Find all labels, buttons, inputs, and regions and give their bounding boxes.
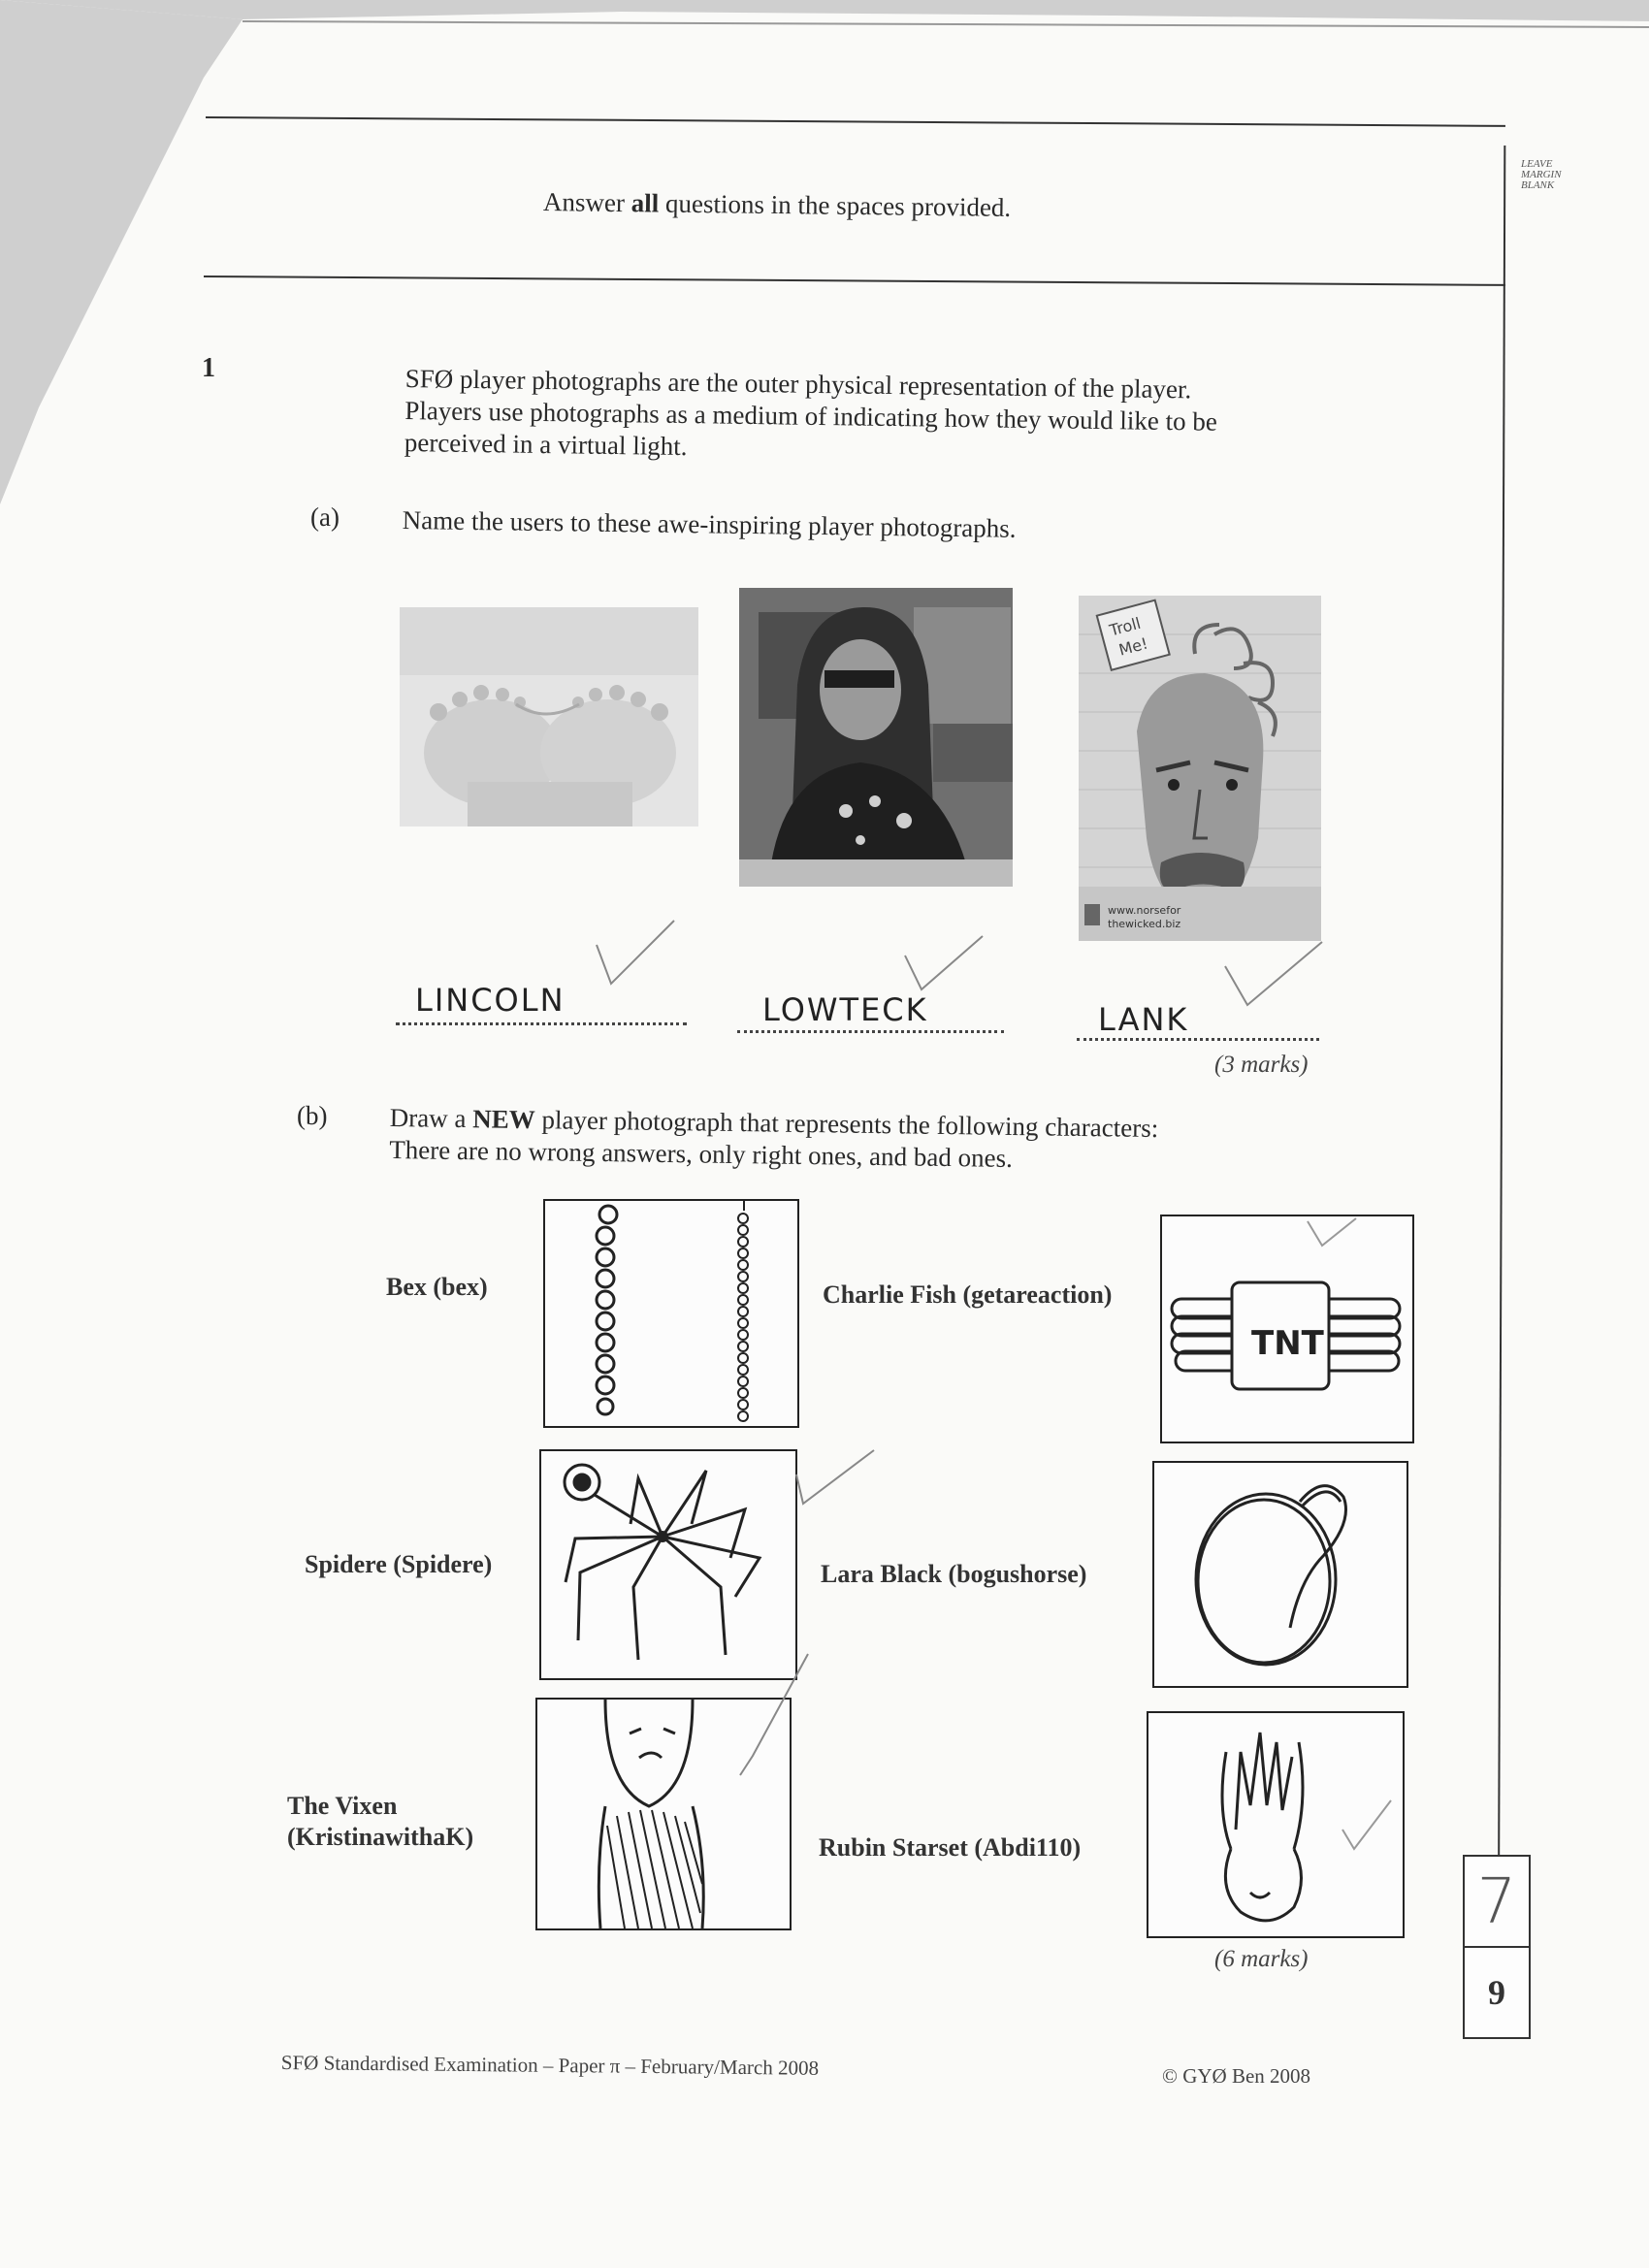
part-a-prompt: Name the users to these awe-inspiring player photographs. bbox=[402, 504, 1017, 543]
drawing-box-lara-black bbox=[1152, 1461, 1408, 1688]
section-score: 7 bbox=[1476, 1866, 1517, 1938]
character-label-vixen: The Vixen (KristinawithaK) bbox=[287, 1792, 474, 1851]
character-label-charlie-fish: Charlie Fish (getareaction) bbox=[823, 1280, 1113, 1309]
tick-mark-2 bbox=[900, 931, 987, 999]
player-photo-portrait bbox=[1079, 596, 1321, 941]
part-b-marks: (6 marks) bbox=[1214, 1946, 1309, 1972]
footer-right: © GYØ Ben 2008 bbox=[1162, 2064, 1311, 2088]
photo-sticker-line1: Troll bbox=[1107, 613, 1143, 640]
part-b-prompt: Draw a NEW player photograph that represents the following characters: There are no wrong answers, only right ones, and bad ones. bbox=[389, 1102, 1159, 1173]
drawing-box-bex bbox=[543, 1199, 799, 1428]
part-a-label: (a) bbox=[310, 502, 340, 532]
margin-note: LEAVE MARGIN BLANK bbox=[1521, 158, 1562, 191]
page-number: 9 bbox=[1488, 1973, 1505, 2012]
drawing-box-charlie-fish bbox=[1160, 1215, 1414, 1443]
answer-1-line bbox=[396, 1021, 687, 1025]
tick-mark-spidere bbox=[792, 1445, 879, 1513]
part-a-marks: (3 marks) bbox=[1214, 1052, 1309, 1078]
answer-1: LINCOLN bbox=[415, 982, 566, 1019]
answer-3: LANK bbox=[1098, 1001, 1189, 1038]
tick-mark-vixen bbox=[735, 1649, 813, 1785]
answer-2: LOWTECK bbox=[762, 991, 928, 1028]
drawing-box-rubin-starset bbox=[1147, 1711, 1405, 1938]
character-label-rubin-starset: Rubin Starset (Abdi110) bbox=[819, 1833, 1082, 1862]
tnt-label: TNT bbox=[1251, 1324, 1324, 1363]
player-photo-feet bbox=[400, 607, 698, 826]
question-intro: SFØ player photographs are the outer physical representation of the player. Players use photographs as a medium of indicating how they would like to be perceived in a virtual light. bbox=[404, 363, 1218, 462]
character-label-lara-black: Lara Black (bogushorse) bbox=[821, 1560, 1087, 1588]
instruction-line: Answer all questions in the spaces provided. bbox=[542, 187, 1012, 222]
drawing-box-spidere bbox=[539, 1449, 797, 1680]
character-label-bex: Bex (bex) bbox=[386, 1273, 488, 1301]
tick-mark-1 bbox=[592, 916, 679, 993]
page-number-box bbox=[1463, 1946, 1531, 2039]
tick-mark-3 bbox=[1220, 937, 1327, 1015]
photo-caption-line2: thewicked.biz bbox=[1108, 918, 1181, 930]
part-b-label: (b) bbox=[297, 1101, 328, 1130]
answer-2-line bbox=[737, 1028, 1004, 1033]
player-photo-person bbox=[739, 588, 1013, 887]
footer-left: SFØ Standardised Examination – Paper π – February/March 2008 bbox=[280, 2051, 820, 2080]
photo-caption-line1: www.norsefor bbox=[1108, 904, 1181, 917]
section-score-box bbox=[1463, 1855, 1531, 1950]
character-label-spidere: Spidere (Spidere) bbox=[305, 1550, 493, 1578]
question-number: 1 bbox=[202, 353, 215, 383]
answer-3-line bbox=[1077, 1036, 1319, 1041]
photo-sticker-line2: Me! bbox=[1116, 633, 1150, 660]
